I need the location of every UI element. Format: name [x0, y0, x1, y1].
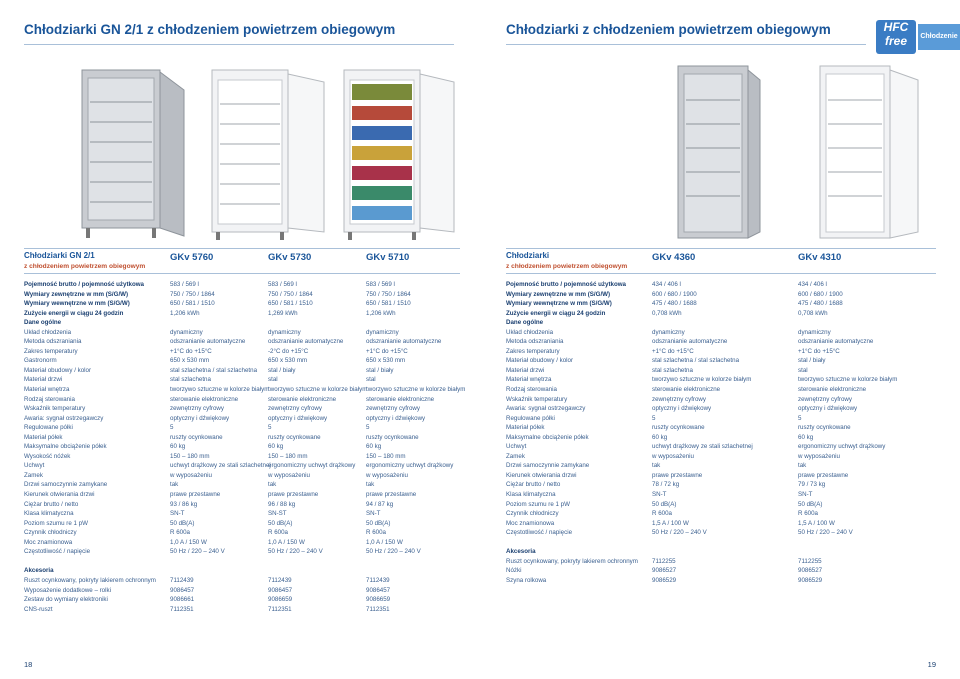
- spec-label: Materiał półek: [24, 433, 63, 441]
- spec-value: zewnętrzny cyfrowy: [652, 395, 706, 403]
- spec-value: 0,708 kWh: [652, 309, 682, 317]
- spec-value: [170, 318, 266, 328]
- left-header-rule-bottom: [24, 273, 460, 274]
- spec-value: 1,5 A / 100 W: [652, 519, 689, 527]
- spec-label: Wymiary zewnętrzne w mm (S/G/W): [24, 290, 129, 298]
- spec-value: w wyposażeniu: [170, 471, 212, 479]
- spec-value: 5: [366, 424, 370, 432]
- spec-label: Rodzaj sterowania: [506, 386, 557, 394]
- spec-value: odszranianie automatyczne: [652, 338, 728, 346]
- spec-value: 7112439: [170, 576, 194, 584]
- spec-value: R 600a: [366, 529, 386, 537]
- spec-value: SN-T: [366, 510, 381, 518]
- right-page-title: Chłodziarki z chłodzeniem powietrzem obiegowym: [506, 22, 831, 37]
- logo-free-text: free: [884, 34, 907, 48]
- spec-value: +1°C do +15°C: [170, 347, 212, 355]
- spec-value: w wyposażeniu: [798, 452, 840, 460]
- spec-value: R 600a: [652, 510, 672, 518]
- spec-value: optyczny i dźwiękowy: [170, 414, 230, 422]
- spec-label: Poziom szumu re 1 pW: [24, 519, 88, 527]
- spec-label: Układ chłodzenia: [24, 328, 72, 336]
- spec-value: prawe przestawne: [798, 471, 849, 479]
- spec-value: 9086529: [652, 576, 677, 584]
- spec-label: Regulowane półki: [506, 414, 555, 422]
- spec-value: odszranianie automatyczne: [170, 338, 246, 346]
- spec-value: [366, 557, 462, 567]
- spec-label: Ciężar brutto / netto: [506, 481, 561, 489]
- spec-value: 7112255: [798, 557, 822, 565]
- spec-label: Zamek: [24, 471, 43, 479]
- spec-value: prawe przestawne: [652, 471, 703, 479]
- spec-value: -2°C do +15°C: [268, 347, 309, 355]
- left-spec-values-gkv5760: [170, 280, 271, 614]
- spec-value: 9086529: [798, 576, 823, 584]
- spec-label: Czynnik chłodniczy: [506, 510, 559, 518]
- spec-value: sterowanie elektroniczne: [366, 395, 435, 403]
- spec-value: 650 / 581 / 1510: [268, 300, 313, 308]
- spec-label: Moc znamionowa: [24, 538, 73, 546]
- spec-value: 50 dB(A): [652, 500, 677, 508]
- spec-value: 50 Hz / 220 – 240 V: [798, 529, 853, 537]
- spec-label: Ciężar brutto / netto: [24, 500, 79, 508]
- spec-label: Akcesoria: [506, 548, 536, 556]
- spec-value: stal szlachetna / stal szlachetna: [652, 357, 740, 365]
- spec-value: ruszty ocynkowane: [268, 433, 321, 441]
- spec-value: prawe przestawne: [268, 491, 319, 499]
- left-spec-labels: [24, 280, 166, 614]
- spec-value: 50 dB(A): [798, 500, 823, 508]
- spec-label: Klasa klimatyczna: [506, 491, 556, 499]
- spec-value: [366, 566, 462, 576]
- spec-value: 7112351: [268, 605, 292, 613]
- spec-value: stal / biały: [366, 366, 394, 374]
- spec-value: optyczny i dźwiękowy: [798, 405, 858, 413]
- spec-value: 5: [798, 414, 802, 422]
- spec-value: 434 / 406 l: [798, 281, 827, 288]
- spec-value: 9086457: [268, 586, 293, 594]
- page-number-right: 19: [927, 660, 936, 669]
- spec-label: Układ chłodzenia: [506, 328, 554, 336]
- spec-label: Metoda odszraniania: [24, 338, 82, 346]
- spec-label: CNS-ruszt: [24, 605, 53, 613]
- spec-label: Wskaźnik temperatury: [24, 405, 86, 413]
- right-header-rule-bottom: [506, 273, 936, 274]
- spec-label: Wymiary zewnętrzne w mm (S/G/W): [506, 290, 611, 298]
- spec-label: Częstotliwość / napięcie: [24, 548, 91, 556]
- spec-value: 1,206 kWh: [170, 309, 200, 317]
- spec-value: 150 – 180 mm: [170, 452, 210, 460]
- left-title-rule: [24, 44, 454, 45]
- spec-value: dynamiczny: [366, 328, 399, 336]
- spec-value: 78 / 72 kg: [652, 481, 680, 489]
- fridge-gkv4310-image: [820, 66, 918, 238]
- spec-value: 9086661: [170, 596, 195, 604]
- spec-value: 5: [268, 424, 272, 432]
- spec-value: ergonomiczny uchwyt drążkowy: [798, 443, 886, 451]
- spec-label: Moc znamionowa: [506, 519, 555, 527]
- spec-value: 1,206 kWh: [366, 309, 396, 317]
- spec-value: SN-ST: [268, 510, 287, 518]
- spec-value: 600 / 680 / 1900: [798, 290, 843, 298]
- spec-value: 9086527: [798, 567, 823, 575]
- page-number-left: 18: [24, 660, 33, 669]
- spec-value: 650 x 530 mm: [170, 357, 210, 365]
- spec-value: 9086457: [170, 586, 195, 594]
- spec-value: uchwyt drążkowy ze stali szlachetnej: [170, 462, 271, 470]
- spec-value: tworzywo sztuczne w kolorze białym: [366, 386, 466, 394]
- right-spec-labels: [506, 280, 648, 586]
- spec-value: ruszty ocynkowane: [366, 433, 419, 441]
- spec-value: tak: [798, 462, 807, 470]
- spec-value: 7112351: [170, 605, 194, 613]
- spec-value: 7112439: [268, 576, 292, 584]
- spec-value: 434 / 406 l: [652, 281, 681, 288]
- spec-value: 7112351: [366, 605, 390, 613]
- spec-label: Materiał obudowy / kolor: [24, 366, 92, 374]
- spec-value: dynamiczny: [268, 328, 301, 336]
- spec-label: Zestaw do wymiany elektroniki: [24, 596, 108, 604]
- spec-value: zewnętrzny cyfrowy: [268, 405, 322, 413]
- spec-label: Maksymalne obciążenie półek: [506, 433, 589, 441]
- spec-value: tak: [366, 481, 375, 489]
- spec-value: odszranianie automatyczne: [366, 338, 442, 346]
- right-spec-values-gkv4310: [798, 280, 938, 586]
- spec-value: tak: [652, 462, 661, 470]
- spec-value: tworzywo sztuczne w kolorze białym: [170, 386, 270, 394]
- spec-label: Wysokość nóżek: [24, 452, 71, 460]
- spec-value: 50 Hz / 220 – 240 V: [366, 548, 421, 556]
- spec-value: 583 / 569 l: [170, 281, 199, 288]
- spec-value: 750 / 750 / 1864: [366, 290, 411, 298]
- spec-value: sterowanie elektroniczne: [652, 386, 721, 394]
- spec-label: Kierunek otwierania drzwi: [506, 471, 577, 479]
- spec-value: stal szlachetna / stal szlachetna: [170, 366, 258, 374]
- spec-value: [798, 538, 938, 548]
- spec-label: Wymiary wewnętrzne w mm (S/G/W): [506, 300, 612, 308]
- spec-value: 7112255: [652, 557, 676, 565]
- fridge-gkv4360-image: [678, 66, 760, 238]
- spec-value: 96 / 88 kg: [268, 500, 296, 508]
- spec-value: zewnętrzny cyfrowy: [170, 405, 224, 413]
- spec-value: 50 Hz / 220 – 240 V: [652, 529, 707, 537]
- spec-value: 600 / 680 / 1900: [652, 290, 697, 298]
- spec-value: stal / biały: [798, 357, 826, 365]
- right-header-main: Chłodziarki: [506, 251, 550, 260]
- hfc-free-logo: [870, 18, 960, 58]
- spec-label: Materiał drzwi: [24, 376, 63, 384]
- spec-value: 60 kg: [170, 443, 186, 451]
- spec-value: tworzywo sztuczne w kolorze białym: [652, 376, 752, 384]
- spec-value: 60 kg: [652, 433, 668, 441]
- spec-value: 1,0 A / 150 W: [170, 538, 207, 546]
- spec-value: stal szlachetna: [652, 366, 693, 374]
- spec-value: [798, 547, 938, 557]
- right-header-sub: z chłodzeniem powietrzem obiegowym: [506, 263, 628, 270]
- right-header-rule-top: [506, 248, 936, 249]
- spec-label: Zamek: [506, 452, 525, 460]
- right-title-rule: [506, 44, 866, 45]
- spec-value: 94 / 87 kg: [366, 500, 394, 508]
- spec-label: Awaria: sygnał ostrzegawczy: [24, 414, 104, 422]
- spec-value: 750 / 750 / 1864: [268, 290, 313, 298]
- spec-value: R 600a: [798, 510, 818, 518]
- spec-value: tak: [170, 481, 179, 489]
- left-table-header: [24, 250, 145, 272]
- spec-label: [24, 557, 166, 567]
- spec-value: 50 Hz / 220 – 240 V: [170, 548, 225, 556]
- spec-value: ruszty ocynkowane: [798, 424, 851, 432]
- spec-value: ruszty ocynkowane: [170, 433, 223, 441]
- spec-value: 1,0 A / 150 W: [366, 538, 403, 546]
- spec-value: SN-T: [798, 491, 813, 499]
- spec-value: 50 dB(A): [366, 519, 391, 527]
- spec-value: stal: [366, 376, 376, 384]
- spec-value: 50 dB(A): [268, 519, 293, 527]
- model-gkv4360: GKv 4360: [652, 252, 696, 263]
- left-spec-values-gkv5730: [268, 280, 368, 614]
- spec-value: [268, 557, 364, 567]
- spec-label: Pojemność brutto / pojemność użytkowa: [506, 281, 626, 288]
- spec-label: Szyna rolkowa: [506, 576, 547, 584]
- spec-value: 475 / 480 / 1688: [798, 300, 843, 308]
- logo-hfc-text: HFC: [883, 20, 909, 34]
- spec-value: 9086659: [268, 596, 293, 604]
- spec-label: Nóżki: [506, 567, 522, 575]
- spec-label: Poziom szumu re 1 pW: [506, 500, 570, 508]
- spec-value: 50 dB(A): [170, 519, 195, 527]
- spec-label: Materiał obudowy / kolor: [506, 357, 574, 365]
- spec-value: 60 kg: [798, 433, 814, 441]
- spec-value: 650 x 530 mm: [366, 357, 406, 365]
- spec-label: Materiał wnętrza: [24, 386, 70, 394]
- spec-value: 93 / 86 kg: [170, 500, 198, 508]
- spec-value: +1°C do +15°C: [798, 347, 840, 355]
- spec-label: Maksymalne obciążenie półek: [24, 443, 107, 451]
- spec-label: Zakres temperatury: [24, 347, 78, 355]
- spec-label: Rodzaj sterowania: [24, 395, 75, 403]
- spec-value: optyczny i dźwiękowy: [366, 414, 426, 422]
- spec-value: 0,708 kWh: [798, 309, 828, 317]
- spec-label: Awaria: sygnał ostrzegawczy: [506, 405, 586, 413]
- spec-value: 583 / 569 l: [268, 281, 297, 288]
- spec-label: Materiał wnętrza: [506, 376, 552, 384]
- spec-value: w wyposażeniu: [268, 471, 310, 479]
- right-product-images: [600, 60, 930, 240]
- spec-value: tak: [268, 481, 277, 489]
- model-gkv5710: GKv 5710: [366, 252, 410, 263]
- spec-value: 583 / 569 l: [366, 281, 395, 288]
- spec-value: sterowanie elektroniczne: [268, 395, 337, 403]
- spec-value: 150 – 180 mm: [366, 452, 406, 460]
- spec-value: uchwyt drążkowy ze stali szlachetnej: [652, 443, 753, 451]
- spec-value: +1°C do +15°C: [366, 347, 408, 355]
- spec-value: tworzywo sztuczne w kolorze białym: [798, 376, 898, 384]
- spec-label: [506, 538, 648, 548]
- spec-value: 1,5 A / 100 W: [798, 519, 835, 527]
- left-header-rule-top: [24, 248, 460, 249]
- spec-label: Wskaźnik temperatury: [506, 395, 568, 403]
- spec-value: 60 kg: [366, 443, 382, 451]
- fridge-gkv5710-image: [344, 70, 454, 240]
- spec-label: Materiał półek: [506, 424, 545, 432]
- spec-value: 650 / 581 / 1510: [366, 300, 411, 308]
- spec-value: zewnętrzny cyfrowy: [366, 405, 420, 413]
- spec-label: Ruszt ocynkowany, pokryty lakierem ochronnym: [24, 576, 156, 584]
- spec-value: ergonomiczny uchwyt drążkowy: [268, 462, 356, 470]
- spec-label: Klasa klimatyczna: [24, 510, 74, 518]
- spec-value: [798, 318, 938, 328]
- spec-value: [170, 557, 266, 567]
- spec-value: [652, 547, 794, 557]
- spec-value: ruszty ocynkowane: [652, 424, 705, 432]
- spec-value: optyczny i dźwiękowy: [268, 414, 328, 422]
- spec-label: Zużycie energii w ciągu 24 godzin: [506, 309, 606, 317]
- spec-value: 5: [652, 414, 656, 422]
- spec-label: Kierunek otwierania drzwi: [24, 491, 95, 499]
- left-page-title: Chłodziarki GN 2/1 z chłodzeniem powietrzem obiegowym: [24, 22, 396, 37]
- spec-label: Wyposażenie dodatkowe – rolki: [24, 586, 111, 594]
- spec-value: R 600a: [170, 529, 190, 537]
- spec-label: Drzwi samoczynnie zamykane: [24, 481, 108, 489]
- spec-value: 650 x 530 mm: [268, 357, 308, 365]
- spec-value: 60 kg: [268, 443, 284, 451]
- spec-label: Akcesoria: [24, 567, 54, 575]
- spec-value: [170, 566, 266, 576]
- spec-value: 9086457: [366, 586, 391, 594]
- spec-value: 50 Hz / 220 – 240 V: [268, 548, 323, 556]
- model-gkv5730: GKv 5730: [268, 252, 312, 263]
- spec-value: prawe przestawne: [170, 491, 221, 499]
- spec-label: Uchwyt: [24, 462, 45, 470]
- spec-value: 9086527: [652, 567, 677, 575]
- spec-label: Wymiary wewnętrzne w mm (S/G/W): [24, 300, 130, 308]
- spec-label: Metoda odszraniania: [506, 338, 564, 346]
- spec-label: Ruszt ocynkowany, pokryty lakierem ochronnym: [506, 557, 638, 565]
- spec-value: stal szlachetna: [170, 376, 211, 384]
- spec-value: 9086659: [366, 596, 391, 604]
- model-gkv4310: GKv 4310: [798, 252, 842, 263]
- spec-value: sterowanie elektroniczne: [170, 395, 239, 403]
- spec-value: prawe przestawne: [366, 491, 417, 499]
- spec-value: [366, 318, 462, 328]
- spec-value: odszranianie automatyczne: [798, 338, 874, 346]
- spec-value: SN-T: [170, 510, 185, 518]
- spec-value: optyczny i dźwiękowy: [652, 405, 712, 413]
- spec-value: odszranianie automatyczne: [268, 338, 344, 346]
- spec-value: dynamiczny: [652, 328, 685, 336]
- spec-value: 475 / 480 / 1688: [652, 300, 697, 308]
- left-product-images: [24, 60, 464, 240]
- spec-value: sterowanie elektroniczne: [798, 386, 867, 394]
- spec-value: dynamiczny: [798, 328, 831, 336]
- left-header-main: Chłodziarki GN 2/1: [24, 251, 95, 260]
- spec-value: 150 – 180 mm: [268, 452, 308, 460]
- spec-label: Uchwyt: [506, 443, 527, 451]
- spec-value: stal / biały: [268, 366, 296, 374]
- spec-value: +1°C do +15°C: [652, 347, 694, 355]
- spec-label: Częstotliwość / napięcie: [506, 529, 573, 537]
- spec-value: 5: [170, 424, 174, 432]
- spec-label: Regulowane półki: [24, 424, 73, 432]
- spec-value: 79 / 73 kg: [798, 481, 826, 489]
- spec-value: 650 / 581 / 1510: [170, 300, 215, 308]
- spec-value: [652, 538, 794, 548]
- spec-value: w wyposażeniu: [652, 452, 694, 460]
- right-table-header: [506, 250, 627, 272]
- spec-value: ergonomiczny uchwyt drążkowy: [366, 462, 454, 470]
- spec-value: SN-T: [652, 491, 667, 499]
- spec-label: Dane ogólne: [24, 319, 62, 327]
- spec-value: tworzywo sztuczne w kolorze białym: [268, 386, 368, 394]
- left-header-sub: z chłodzeniem powietrzem obiegowym: [24, 263, 146, 270]
- spec-label: Materiał drzwi: [506, 366, 545, 374]
- spec-value: R 600a: [268, 529, 288, 537]
- spec-value: dynamiczny: [170, 328, 203, 336]
- spec-value: w wyposażeniu: [366, 471, 408, 479]
- spec-label: Czynnik chłodniczy: [24, 529, 77, 537]
- spec-label: Zakres temperatury: [506, 347, 560, 355]
- spec-label: Zużycie energii w ciągu 24 godzin: [24, 309, 124, 317]
- spec-label: Gastronorm: [24, 357, 57, 365]
- logo-cooling-text: Chłodzenie: [918, 24, 960, 50]
- spec-value: [652, 318, 794, 328]
- fridge-gkv5760-image: [82, 70, 184, 238]
- spec-value: stal: [268, 376, 278, 384]
- right-spec-values-gkv4360: [652, 280, 794, 586]
- spec-value: 1,0 A / 150 W: [268, 538, 305, 546]
- spec-value: zewnętrzny cyfrowy: [798, 395, 852, 403]
- model-gkv5760: GKv 5760: [170, 252, 214, 263]
- spec-value: 7112439: [366, 576, 390, 584]
- spec-label: Drzwi samoczynnie zamykane: [506, 462, 590, 470]
- spec-value: [268, 566, 364, 576]
- fridge-gkv5730-image: [212, 70, 324, 240]
- left-spec-values-gkv5710: [366, 280, 466, 614]
- spec-value: 750 / 750 / 1864: [170, 290, 215, 298]
- spec-value: [268, 318, 364, 328]
- spec-value: stal: [798, 366, 808, 374]
- spec-value: 1,269 kWh: [268, 309, 298, 317]
- spec-label: Dane ogólne: [506, 319, 544, 327]
- spec-label: Pojemność brutto / pojemność użytkowa: [24, 281, 144, 288]
- hfc-logo-badge: [876, 20, 916, 54]
